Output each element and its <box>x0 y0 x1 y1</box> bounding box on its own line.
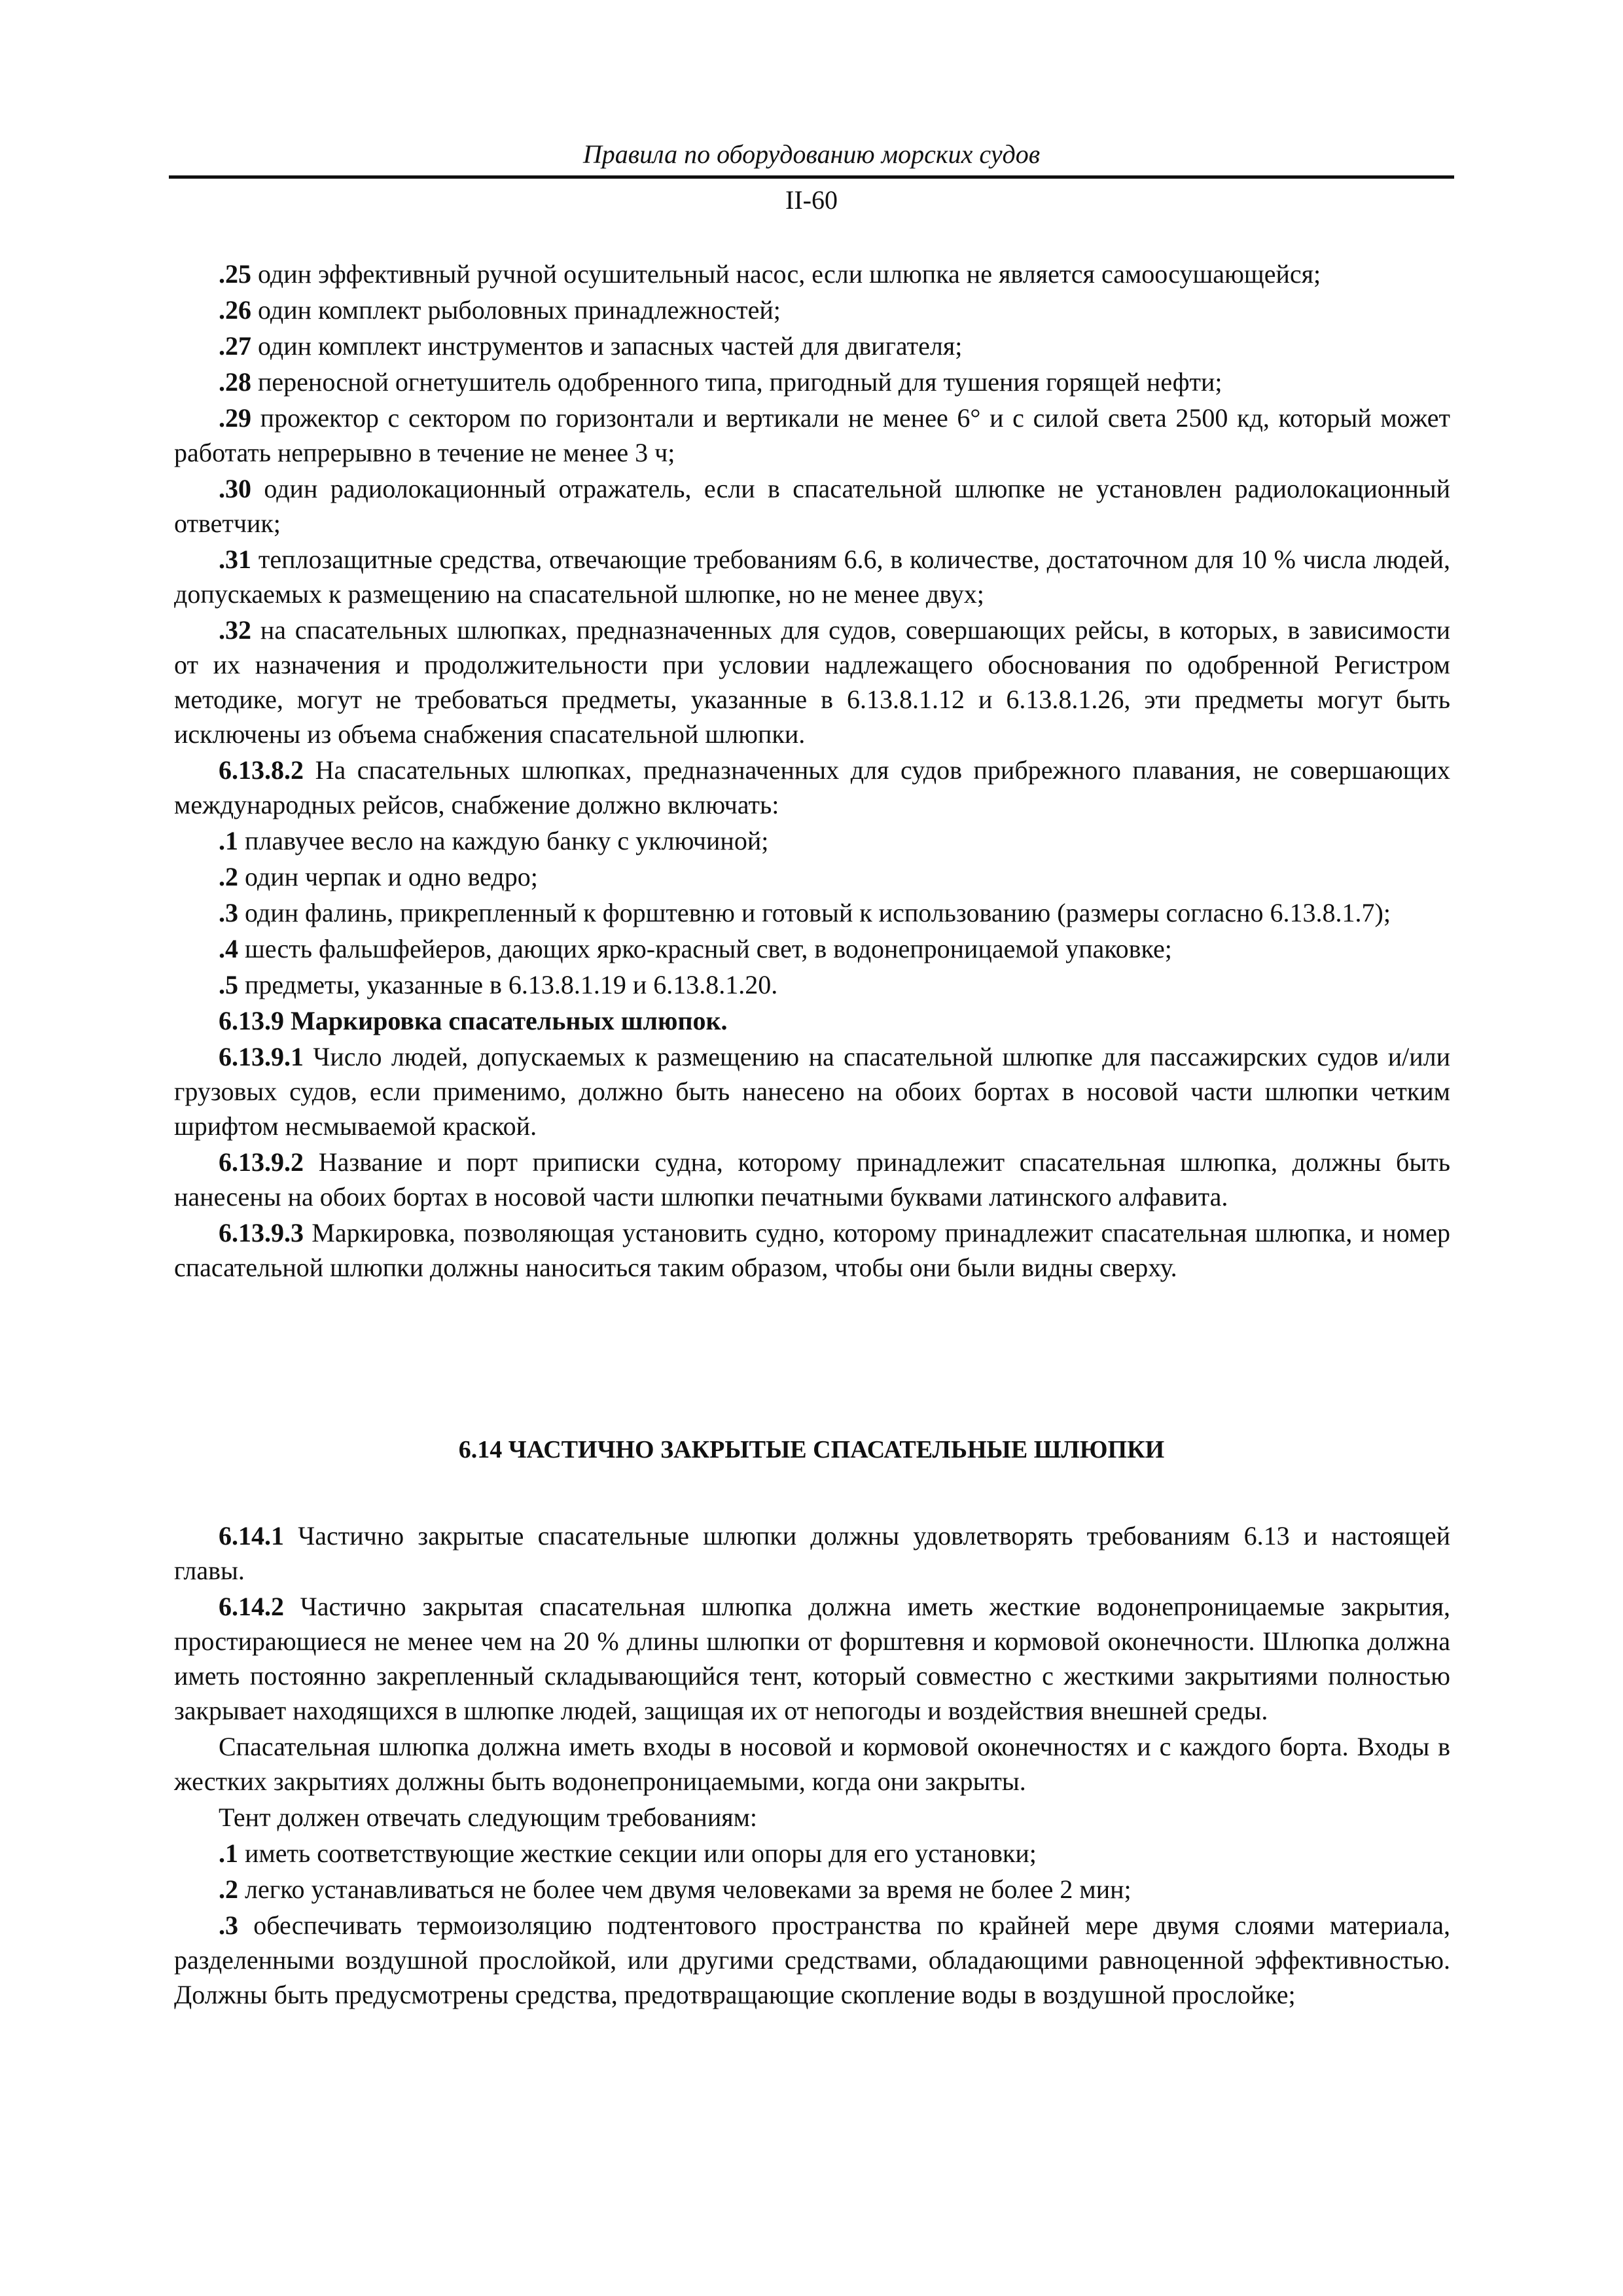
list-item-26: .26 один комплект рыболовных принадлежностей; <box>219 295 781 325</box>
list-item-31: .31 теплозащитные средства, отвечающие требованиям 6.6, в количестве, достаточном для 10 % числа людей, допускаемых к размещению на спасательной шлюпке, но не менее двух; <box>174 545 1450 609</box>
subsection-heading-6-13-9: 6.13.9 Маркировка спасательных шлюпок. <box>219 1006 728 1035</box>
list-item-25: .25 один эффективный ручной осушительный насос, если шлюпка не является самоосушающейся; <box>219 259 1321 289</box>
list-item-30: .30 один радиолокационный отражатель, если в спасательной шлюпке не установлен радиолокационный ответчик; <box>174 474 1450 538</box>
body-text-block-2 <box>174 1518 1450 2013</box>
list-item-28: .28 переносной огнетушитель одобренного типа, пригодный для тушения горящей нефти; <box>219 367 1222 397</box>
list-item-4: .4 шесть фальшфейеров, дающих ярко-красный свет, в водонепроницаемой упаковке; <box>219 934 1172 963</box>
list-item-2: .2 один черпак и одно ведро; <box>219 862 538 891</box>
header-divider <box>169 175 1454 179</box>
section-heading-6-14: 6.14 ЧАСТИЧНО ЗАКРЫТЫЕ СПАСАТЕЛЬНЫЕ ШЛЮПКИ <box>458 1436 1165 1463</box>
tent-item-3: .3 обеспечивать термоизоляцию подтентового пространства по крайней мере двумя слоями материала, разделенными воздушной прослойкой, или другими средствами, обладающими равноценной эффективностью. Должны быть предусмотрены средства, предотвращающие скопление воды в воздушной прослойке; <box>174 1910 1450 2009</box>
tent-item-1: .1 иметь соответствующие жесткие секции или опоры для его установки; <box>219 1839 1037 1868</box>
clause-6-13-8-2: 6.13.8.2 На спасательных шлюпках, предназначенных для судов прибрежного плавания, не совершающих международных рейсов, снабжение должно включать: <box>174 755 1450 819</box>
list-item-29: .29 прожектор с сектором по горизонтали и вертикали не менее 6° и с силой света 2500 кд, который может работать непрерывно в течение не менее 3 ч; <box>174 403 1450 467</box>
tent-item-2: .2 легко устанавливаться не более чем двумя человеками за время не более 2 мин; <box>219 1874 1132 1904</box>
page-number: II-60 <box>785 185 838 215</box>
list-item-27: .27 один комплект инструментов и запасных частей для двигателя; <box>219 331 963 361</box>
list-item-32: .32 на спасательных шлюпках, предназначенных для судов, совершающих рейсы, в которых, в зависимости от их назначения и продолжительности при условии надлежащего обоснования по одобренной Регистром методике, могут не требоваться предметы, указанные в 6.13.8.1.12 и 6.13.8.1.26, эти предметы могут быть исключены из объема снабжения спасательной шлюпки. <box>174 615 1450 749</box>
list-item-3: .3 один фалинь, прикрепленный к форштевню и готовый к использованию (размеры согласно 6.13.8.1.7); <box>219 898 1391 927</box>
clause-6-14-1: 6.14.1 Частично закрытые спасательные шлюпки должны удовлетворять требованиям 6.13 и настоящей главы. <box>174 1521 1450 1585</box>
body-text-block-1 <box>174 257 1450 1286</box>
paragraph-tent-requirements: Тент должен отвечать следующим требованиям: <box>219 1803 758 1832</box>
list-item-5: .5 предметы, указанные в 6.13.8.1.19 и 6.13.8.1.20. <box>219 970 778 999</box>
clause-6-13-9-3: 6.13.9.3 Маркировка, позволяющая установить судно, которому принадлежит спасательная шлюпка, и номер спасательной шлюпки должны наноситься таким образом, чтобы они были видны сверху. <box>174 1218 1450 1282</box>
paragraph-entrances: Спасательная шлюпка должна иметь входы в носовой и кормовой оконечностях и с каждого борта. Входы в жестких закрытиях должны быть водонепроницаемыми, когда они закрыты. <box>174 1732 1450 1796</box>
clause-6-13-9-2: 6.13.9.2 Название и порт приписки судна, которому принадлежит спасательная шлюпка, должны быть нанесены на обоих бортах в носовой части шлюпки печатными буквами латинского алфавита. <box>174 1147 1450 1211</box>
list-item-1: .1 плавучее весло на каждую банку с уключиной; <box>219 826 769 855</box>
clause-6-13-9-1: 6.13.9.1 Число людей, допускаемых к размещению на спасательной шлюпке для пассажирских судов и/или грузовых судов, если применимо, должно быть нанесено на обоих бортах в носовой части шлюпки четким шрифтом несмываемой краской. <box>174 1042 1450 1141</box>
clause-6-14-2: 6.14.2 Частично закрытая спасательная шлюпка должна иметь жесткие водонепроницаемые закрытия, простирающиеся не менее чем на 20 % длины шлюпки от форштевня и кормовой оконечности. Шлюпка должна иметь постоянно закрепленный складывающийся тент, который совместно с жесткими закрытиями полностью закрывает находящихся в шлюпке людей, защищая их от непогоды и воздействия внешней среды. <box>174 1592 1450 1725</box>
running-header-title: Правила по оборудованию морских судов <box>582 139 1041 169</box>
